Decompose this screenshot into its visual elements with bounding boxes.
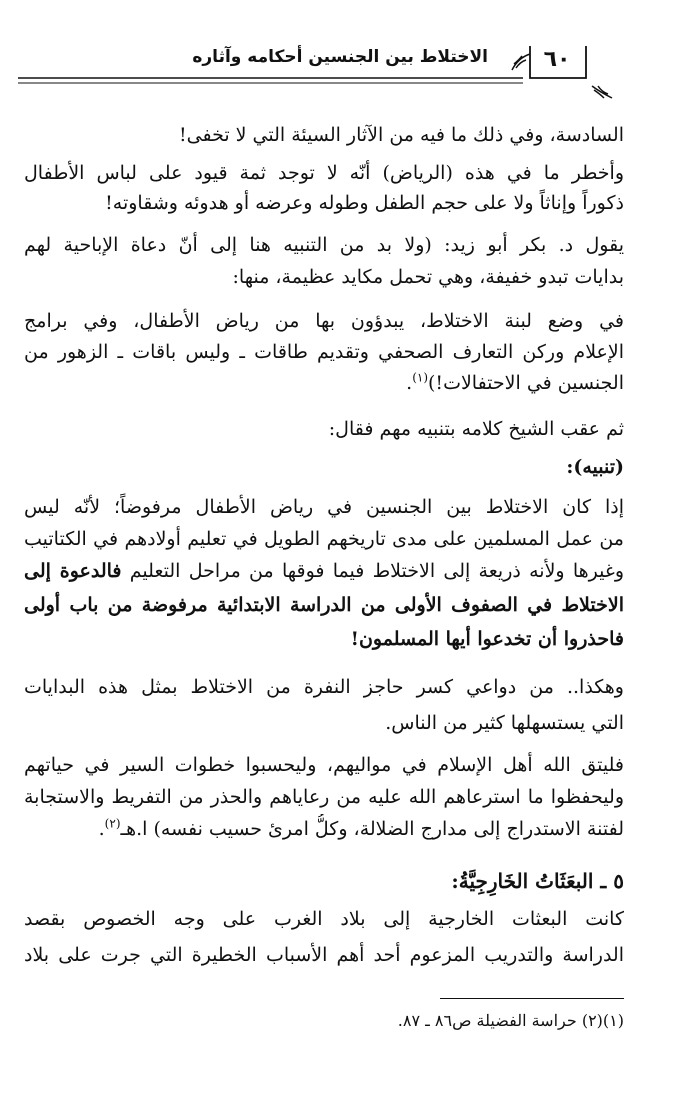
text-line: كانت البعثات الخارجية إلى بلاد الغرب على وجه الخصوص بقصد <box>24 908 624 930</box>
text-line: الدراسة والتدريب المزعوم أحد أهم الأسباب الخطيرة التي جرت على بلاد <box>24 944 624 966</box>
page-number: ٦٠ <box>543 47 571 72</box>
text-fragment: لفتنة الاستدراج إلى مدارج الضلالة، وكلُّ امرئ حسيب نفسه) ا.هـ <box>120 818 624 840</box>
footnote-ref: (٢) <box>104 816 121 831</box>
text-line: بدايات تبدو خفيفة، وهي تحمل مكايد عظيمة، منها: <box>232 266 624 288</box>
text-line: ذكوراً وإناثاً ولا على حجم الطفل وطوله وعرضه أو هدوئه وشقاوته! <box>105 192 624 214</box>
text-line: لفتنة الاستدراج إلى مدارج الضلالة، وكلُّ امرئ حسيب نفسه) ا.هـ$^{(٢)}$. <box>98 816 624 840</box>
ornament-icon <box>510 52 534 72</box>
text-line <box>24 556 624 586</box>
section-heading: ٥ ـ البعَثَاتُ الخَارِجِيَّةُ: <box>451 869 624 893</box>
footnote-rule <box>440 998 624 999</box>
running-header-title: الاختلاط بين الجنسين أحكامه وآثاره <box>192 47 488 67</box>
emphasized-line: الاختلاط في الصفوف الأولى من الدراسة الابتدائية مرفوضة من باب أولى <box>24 594 624 616</box>
text-line: وليحفظوا ما استرعاهم الله عليه من رعاياهم والحذر من التفريط والاستجابة <box>24 786 624 808</box>
text-fragment: الجنسين في الاحتفالات!) <box>428 372 624 394</box>
footnote: (١)(٢) حراسة الفضيلة ص٨٦ ـ ٨٧. <box>397 1011 624 1030</box>
text-fragment: وغيرها ولأنه ذريعة إلى الاختلاط فيما فوقها من مراحل التعليم <box>129 560 624 582</box>
text-line: يقول د. بكر أبو زيد: (ولا بد من التنبيه هنا إلى أنّ دعاة الإباحية لهم <box>24 234 624 256</box>
emphasized-line: فاحذروا أن تخدعوا أيها المسلمون! <box>350 628 624 650</box>
text-line: التي يستسهلها كثير من الناس. <box>385 712 624 734</box>
ornament-icon <box>590 82 614 100</box>
emphasized-text: فالدعوة إلى <box>24 560 122 582</box>
text-line: إذا كان الاختلاط بين الجنسين في رياض الأطفال مرفوضاً؛ لأنّه ليس <box>24 496 624 518</box>
text-line: في وضع لبنة الاختلاط، يبدؤون بها من رياض الأطفال، وفي برامج <box>24 310 624 332</box>
text-line: وأخطر ما في هذه (الرياض) أنّه لا توجد ثمة قيود على لباس الأطفال <box>24 162 624 184</box>
text-line: وهكذا.. من دواعي كسر حاجز النفرة من الاختلاط بمثل هذه البدايات <box>24 676 624 698</box>
text-line: السادسة، وفي ذلك ما فيه من الآثار السيئة التي لا تخفى! <box>178 124 624 146</box>
text-line: فليتق الله أهل الإسلام في مواليهم، وليحسبوا خطوات السير في حياتهم <box>24 754 624 776</box>
text-line: الإعلام وركن التعارف الصحفي وتقديم طاقات ـ وليس باقات ـ الزهور من <box>24 341 624 363</box>
footnote-ref: (١) <box>412 370 429 385</box>
note-label: (تنبيه): <box>566 456 624 478</box>
text-line: الجنسين في الاحتفالات!)$^{(١)}$. <box>406 370 624 394</box>
text-line: ثم عقب الشيخ كلامه بتنبيه مهم فقال: <box>328 418 624 440</box>
text-line: من عمل المسلمين على مدى تاريخهم الطويل في تعليم أولادهم في الكتاتيب <box>24 528 624 550</box>
